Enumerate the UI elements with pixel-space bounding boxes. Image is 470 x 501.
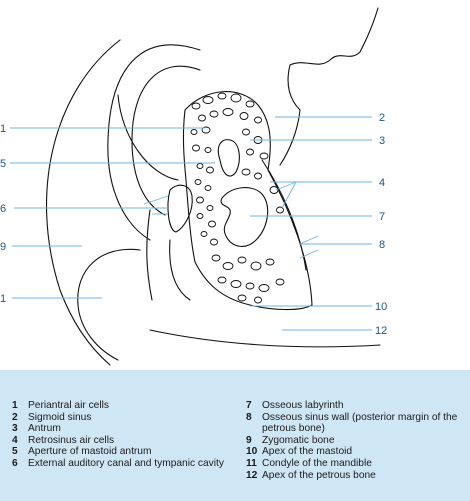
legend-number: 12	[246, 469, 258, 481]
legend-column-right	[246, 400, 468, 481]
legend-entry-8	[246, 412, 468, 435]
legend-number: 9	[246, 434, 252, 446]
legend-number: 1	[12, 400, 18, 411]
jaw-line	[150, 330, 380, 347]
callout-9: 9	[0, 241, 7, 253]
legend-number: 5	[12, 446, 18, 458]
legend-text: Condyle of the mandible	[262, 457, 372, 469]
legend-text: Apex of the petrous bone	[262, 469, 376, 481]
callout-11: 1	[0, 293, 7, 305]
leader-lines	[10, 117, 372, 330]
auricle-outer	[108, 45, 200, 240]
legend-entry-5	[12, 446, 232, 458]
callout-6: 6	[0, 203, 7, 215]
callout-4: 4	[379, 177, 386, 189]
callout-2: 2	[379, 112, 386, 124]
callout-12: 12	[375, 325, 388, 337]
callout-10: 10	[375, 301, 388, 313]
legend-number: 4	[12, 434, 18, 446]
callout-1: 1	[0, 123, 7, 135]
callout-7: 7	[379, 211, 386, 223]
legend-text: External auditory canal and tympanic cavity	[28, 457, 224, 469]
legend-panel	[0, 370, 470, 501]
legend-entry-3	[12, 423, 232, 435]
legend-entry-7	[246, 400, 468, 412]
legend-text: Antrum	[28, 423, 61, 435]
legend-number: 3	[12, 423, 18, 435]
petrous-outline	[183, 92, 312, 310]
legend-column-left	[12, 400, 232, 470]
callout-5: 5	[0, 158, 7, 170]
sigmoid-sinus-wall	[262, 160, 306, 270]
legend-number: 10	[246, 446, 258, 458]
legend-number: 6	[12, 457, 18, 469]
callout-3: 3	[379, 135, 386, 147]
legend-number: 2	[12, 411, 18, 423]
legend-text: Aperture of mastoid antrum	[28, 446, 152, 458]
legend-text: Zygomatic bone	[262, 434, 335, 446]
legend-entry-4	[12, 435, 232, 447]
occiput-line	[280, 65, 300, 165]
scalp-contour	[290, 8, 378, 65]
osseous-labyrinth	[221, 188, 268, 247]
legend-entry-10	[246, 446, 468, 458]
legend-text: Retrosinus air cells	[28, 434, 115, 446]
legend-entry-9	[246, 435, 468, 447]
legend-entry-6	[12, 458, 232, 470]
legend-number: 11	[246, 457, 257, 469]
legend-entry-2	[12, 412, 232, 424]
legend-text: Sigmoid sinus	[28, 411, 92, 423]
antrum	[218, 140, 239, 176]
legend-text: Periantral air cells	[28, 400, 109, 411]
legend-text: Apex of the mastoid	[262, 446, 353, 458]
callout-8: 8	[379, 239, 386, 251]
condyle-line-left	[147, 210, 152, 300]
legend-entry-11	[246, 458, 468, 470]
legend-text: Osseous labyrinth	[262, 400, 344, 411]
legend-text: Osseous sinus wall (posterior margin of the petrous bone)	[262, 411, 458, 435]
helix-fold	[118, 95, 178, 180]
lobe-curve	[78, 249, 140, 360]
legend-number: 7	[246, 400, 252, 411]
head-outline	[47, 40, 120, 365]
condyle-line-right	[170, 240, 190, 300]
auricle-inner	[132, 66, 200, 215]
legend-entry-12	[246, 470, 468, 482]
legend-number: 8	[246, 411, 252, 423]
legend-entry-1	[12, 400, 232, 412]
